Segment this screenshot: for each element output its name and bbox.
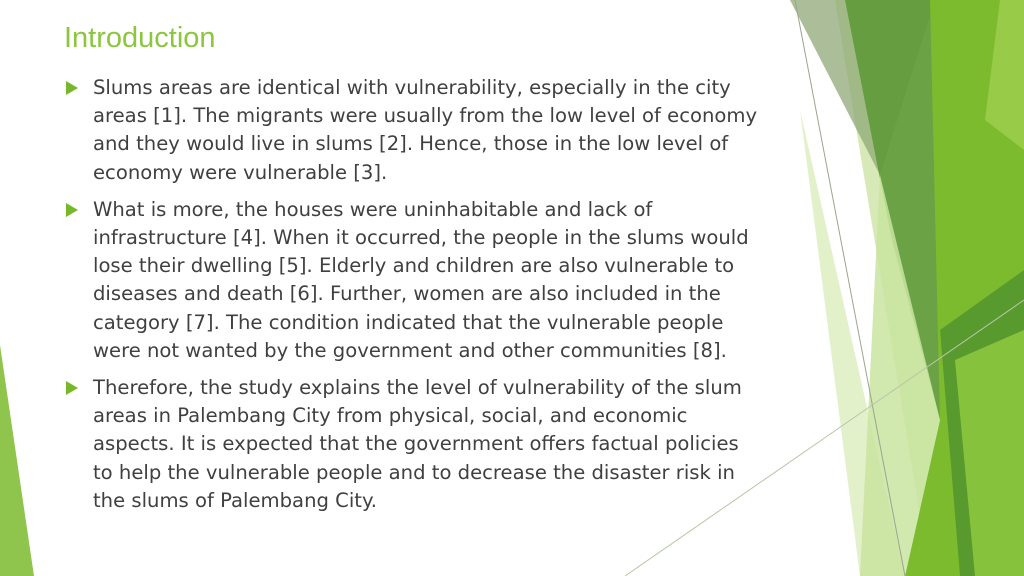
bullet-text: Therefore, the study explains the level of vulnerability of the slum areas in Palembang City from physical, social, and economic aspects. It is expected that the government offers factual policies to help the vulnerable people and to decrease the disaster risk in the slums of Palembang City.: [93, 376, 742, 512]
triangle-right-icon: [66, 381, 78, 395]
bullet-item: [62, 74, 762, 187]
bullet-item: [62, 374, 762, 515]
bullet-item: [62, 196, 762, 365]
left-green-sliver: [0, 345, 34, 576]
bullet-text: Slums areas are identical with vulnerability, especially in the city areas [1]. The migrants were usually from the low level of economy and they would live in slums [2]. Hence, those in the low level of economy were vulnerable [3].: [93, 76, 758, 184]
bullet-text: What is more, the houses were uninhabitable and lack of infrastructure [4]. When it occurred, the people in the slums would lose their dwelling [5]. Elderly and children are also vulnerable to diseases and death [6]. Further, women are also included in the category [7]. The condition indicated that the vulnerable people were not wanted by the government and other communities [8].: [93, 197, 749, 362]
slide-title: Introduction: [64, 22, 216, 54]
bullet-list: [62, 74, 762, 524]
triangle-right-icon: [66, 203, 78, 217]
triangle-right-icon: [66, 81, 78, 95]
